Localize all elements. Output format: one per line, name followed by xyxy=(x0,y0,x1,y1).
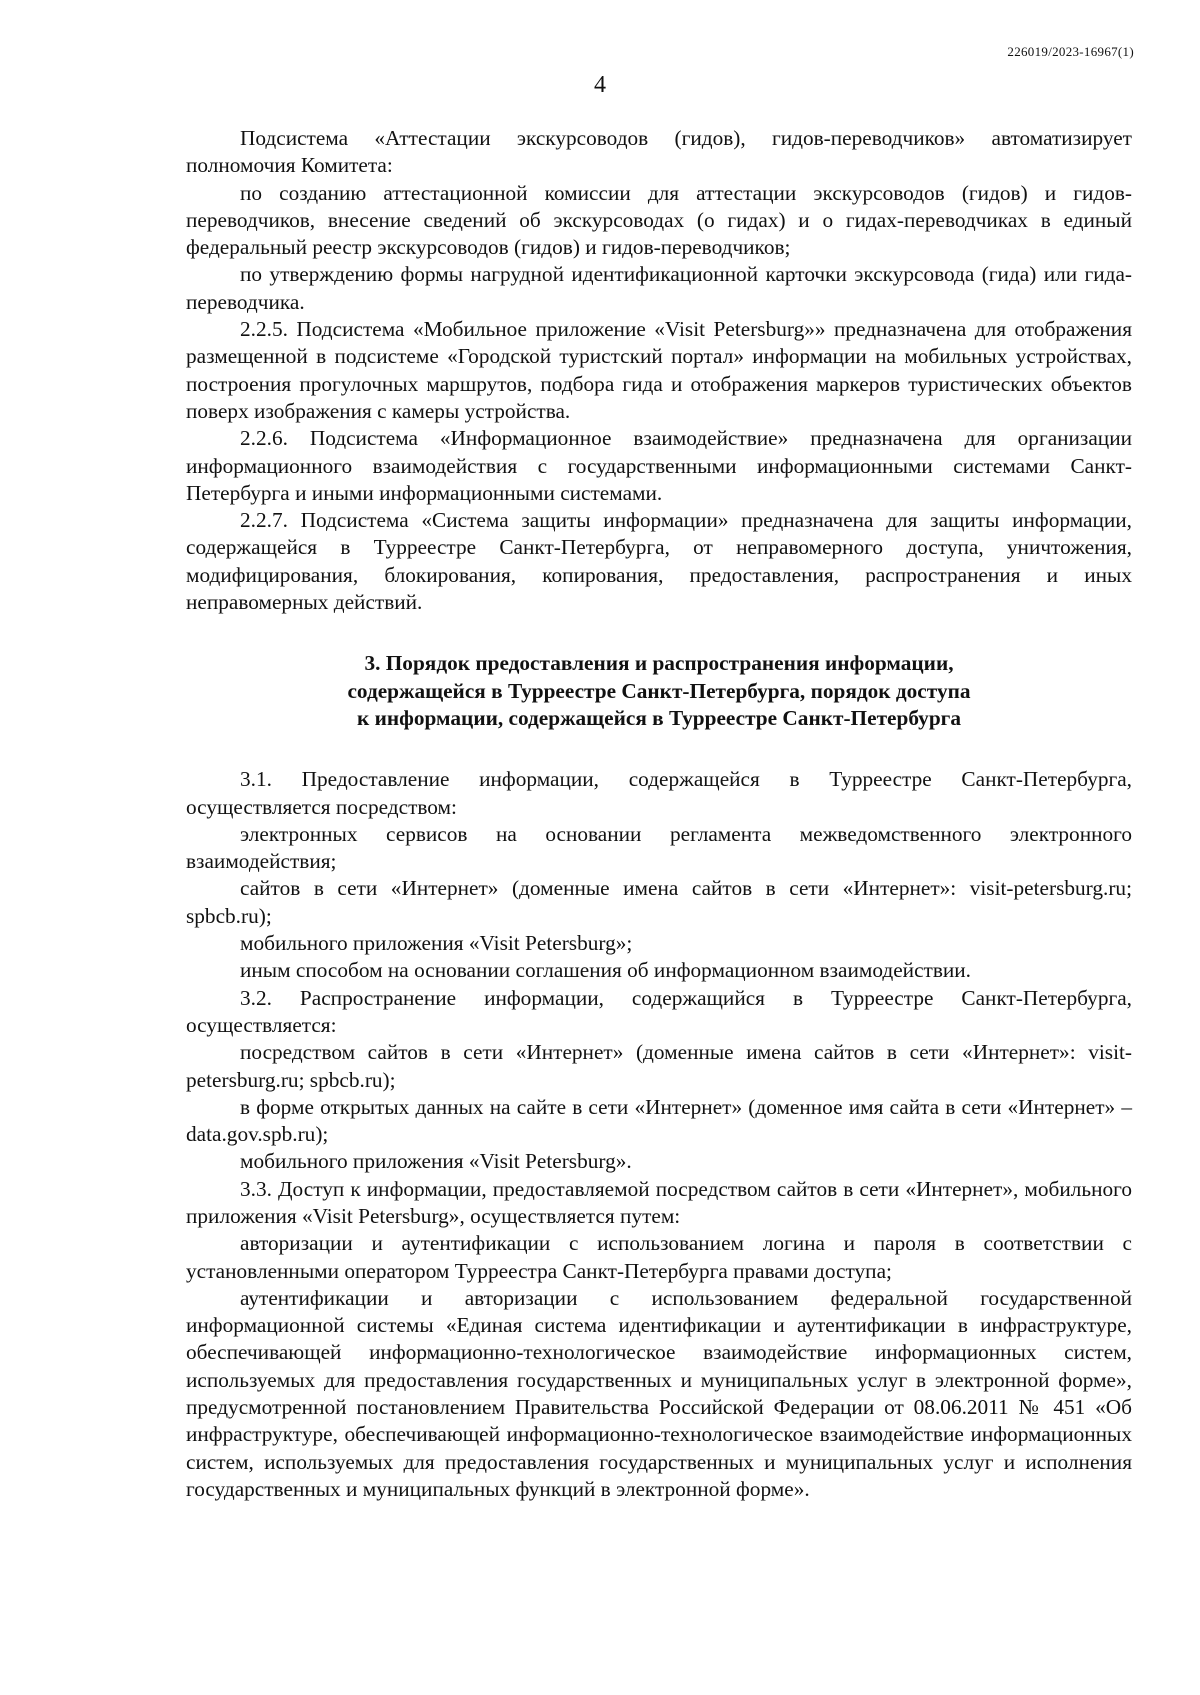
paragraph: 2.2.6. Подсистема «Информационное взаимодействие» предназначена для организации информационного взаимодействия с государственными информационными системами Санкт-Петербурга и иными информационными системами. xyxy=(186,426,1132,505)
page-number: 4 xyxy=(594,72,606,98)
paragraph: авторизации и аутентификации с использованием логина и пароля в соответствии с установленными оператором Турреестра Санкт-Петербурга правами доступа; xyxy=(186,1231,1132,1283)
paragraph: мобильного приложения «Visit Petersburg». xyxy=(240,1149,632,1174)
paragraph: 2.2.5. Подсистема «Мобильное приложение «Visit Petersburg»» предназначена для отображения размещенной в подсистеме «Городской туристский портал» информации на мобильных устройствах, построения прогулочных маршрутов, подбора гида и отображения маркеров туристических объектов поверх изображения с камеры устройства. xyxy=(186,317,1132,423)
document-body xyxy=(186,125,1132,1503)
paragraph: 3.1. Предоставление информации, содержащейся в Турреестре Санкт-Петербурга, осуществляется посредством: xyxy=(186,767,1132,819)
paragraph: по утверждению формы нагрудной идентификационной карточки экскурсовода (гида) или гида-переводчика. xyxy=(186,262,1132,314)
heading-line: 3. Порядок предоставления и распространения информации, xyxy=(364,651,954,676)
paragraph: посредством сайтов в сети «Интернет» (доменные имена сайтов в сети «Интернет»: visit-petersburg.ru; spbcb.ru); xyxy=(186,1040,1132,1092)
document-id: 226019/2023-16967(1) xyxy=(1007,44,1134,59)
paragraph: 3.3. Доступ к информации, предоставляемой посредством сайтов в сети «Интернет», мобильного приложения «Visit Petersburg», осуществляется путем: xyxy=(186,1176,1132,1228)
paragraph: электронных сервисов на основании регламента межведомственного электронного взаимодействия; xyxy=(186,821,1132,874)
spacer xyxy=(186,732,1132,766)
paragraph: иным способом на основании соглашения об информационном взаимодействии. xyxy=(240,958,971,983)
paragraph: 2.2.7. Подсистема «Система защиты информации» предназначена для защиты информации, содержащейся в Турреестре Санкт-Петербурга, от неправомерного доступа, уничтожения, модифицирования, блокирования, копирования, предоставления, распространения и иных неправомерных действий. xyxy=(186,508,1132,615)
paragraph: сайтов в сети «Интернет» (доменные имена сайтов в сети «Интернет»: visit-petersburg.ru; spbcb.ru); xyxy=(186,876,1132,928)
paragraph: в форме открытых данных на сайте в сети «Интернет» (доменное имя сайта в сети «Интернет» – data.gov.spb.ru); xyxy=(186,1094,1132,1147)
paragraph: мобильного приложения «Visit Petersburg»; xyxy=(240,931,633,956)
spacer xyxy=(186,616,1132,650)
section-heading xyxy=(186,650,1132,732)
heading-line: к информации, содержащейся в Турреестре Санкт-Петербурга xyxy=(357,705,961,730)
paragraph: по созданию аттестационной комиссии для аттестации экскурсоводов (гидов) и гидов-переводчиков, внесение сведений об экскурсоводах (о гидах) и о гидах-переводчиках в единый федеральный реестр экскурсоводов (гидов) и гидов-переводчиков; xyxy=(186,180,1132,260)
heading-line: содержащейся в Турреестре Санкт-Петербурга, порядок доступа xyxy=(347,678,971,703)
paragraph: 3.2. Распространение информации, содержащийся в Турреестре Санкт-Петербурга, осуществляется: xyxy=(186,985,1132,1037)
paragraph: Подсистема «Аттестации экскурсоводов (гидов), гидов-переводчиков» автоматизирует полномочия Комитета: xyxy=(186,126,1132,178)
paragraph: аутентификации и авторизации с использованием федеральной государственной информационной системы «Единая система идентификации и аутентификации в инфраструктуре, обеспечивающей информационно-технологическое взаимодействие информационных систем, используемых для предоставления государственных и муниципальных услуг в электронной форме», предусмотренной постановлением Правительства Российской Федерации от 08.06.2011 № 451 «Об инфраструктуре, обеспечивающей информационно-технологическое взаимодействие информационных систем, используемых для предоставления государственных и муниципальных услуг и исполнения государственных и муниципальных функций в электронной форме». xyxy=(186,1285,1132,1501)
